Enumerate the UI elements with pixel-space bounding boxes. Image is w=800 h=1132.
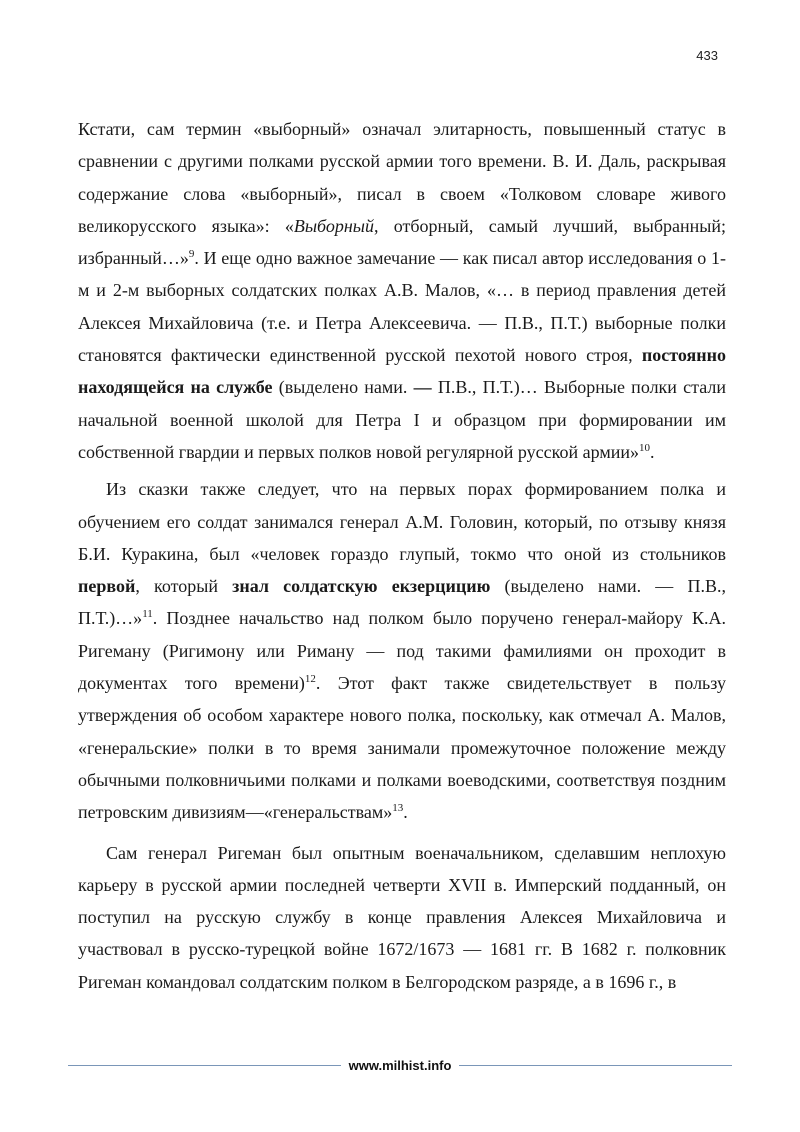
text-run: .	[403, 802, 408, 823]
bold-text: постоянно находящейся на службе	[78, 345, 726, 398]
main-text	[78, 113, 726, 998]
text-run: П.В., П.Т.)… Выборные полки стали начальной военной школой для Петра I и образцом при формировании им собственной гвардии и первых полков новой регулярной русской армии»	[78, 377, 726, 462]
text-run: Сам генерал Ригеман был опытным военачальником, сделавшим неплохую карьеру в русской армии последней четверти XVII в. Имперский подданный, он поступил на русскую службу в конце правления Алексея Михайловича и участвовал в русско-турецкой войне 1672/1673 — 1681 гг. В 1682 г. полковник Ригеман командовал солдатским полком в Белгородском разряде, а в 1696 г., в	[78, 842, 726, 992]
text-run: , который	[135, 576, 233, 597]
bold-text: первой	[78, 576, 136, 597]
footer-rule-right	[459, 1065, 732, 1066]
text-run: . И еще одно важное замечание — как писал автор исследования о 1-м и 2-м выборных солдатских полках А.В. Малов, «… в период правления детей Алексея Михайловича (т.е. и Петра Алексеевича. — П.В., П.Т.) выборные полки становятся фактически единственной русской пехотой нового строя,	[78, 248, 726, 366]
italic-text: Выборный	[293, 215, 374, 236]
footnote-ref: 13	[392, 802, 404, 815]
footnote-ref: 12	[304, 673, 316, 686]
footer-rule-left	[68, 1065, 341, 1066]
paragraph-1	[78, 113, 726, 468]
paragraph-3	[78, 837, 726, 998]
text-run: Кстати, сам термин «выборный» означал элитарность, повышенный статус в сравнении с другими полками русской армии того времени. В. И. Даль, раскрывая содержание слова «выборный», писал в своем «Толковом словаре живого великорусского языка»: «	[78, 119, 726, 236]
footnote-ref: 9	[188, 248, 195, 261]
text-run: , отборный, самый лучший, выбранный; избранный…»	[78, 215, 726, 269]
text-run: . Позднее начальство над полком было поручено генерал-майору К.А. Ригеману (Ригимону или Риману — под такими фамилиями он проходит в документах того времени)	[78, 608, 726, 694]
footnote-ref: 10	[639, 441, 650, 454]
text-run: Из сказки также следует, что на первых порах формированием полка и обучением его солдат занимался генерал А.М. Головин, который, по отзыву князя Б.И. Куракина, был «человек гораздо глупый, токмо что оной из стольников	[78, 479, 726, 564]
footer-website: www.milhist.info	[348, 1057, 452, 1073]
page-number: 433	[696, 48, 718, 63]
text-run: (выделено нами. — П.В., П.Т.)…»	[78, 576, 726, 629]
bold-text: знал солдатскую екзерцицию	[232, 576, 491, 597]
text-run: . Этот факт также свидетельствует в пользу утверждения об особом характере нового полка, поскольку, как отмечал А. Малов, «генеральские» полки в то время занимали промежуточное положение между обычными полковничьими полками и полками воеводскими, соответствуя поздним петровским дивизиям—«генеральствам»	[78, 673, 726, 823]
text-run: (выделено нами.	[272, 377, 414, 398]
bold-text: —	[413, 377, 432, 398]
text-run: .	[650, 441, 655, 462]
paragraph-2	[78, 473, 726, 828]
page-footer	[68, 1056, 732, 1074]
footnote-ref: 11	[142, 608, 153, 621]
